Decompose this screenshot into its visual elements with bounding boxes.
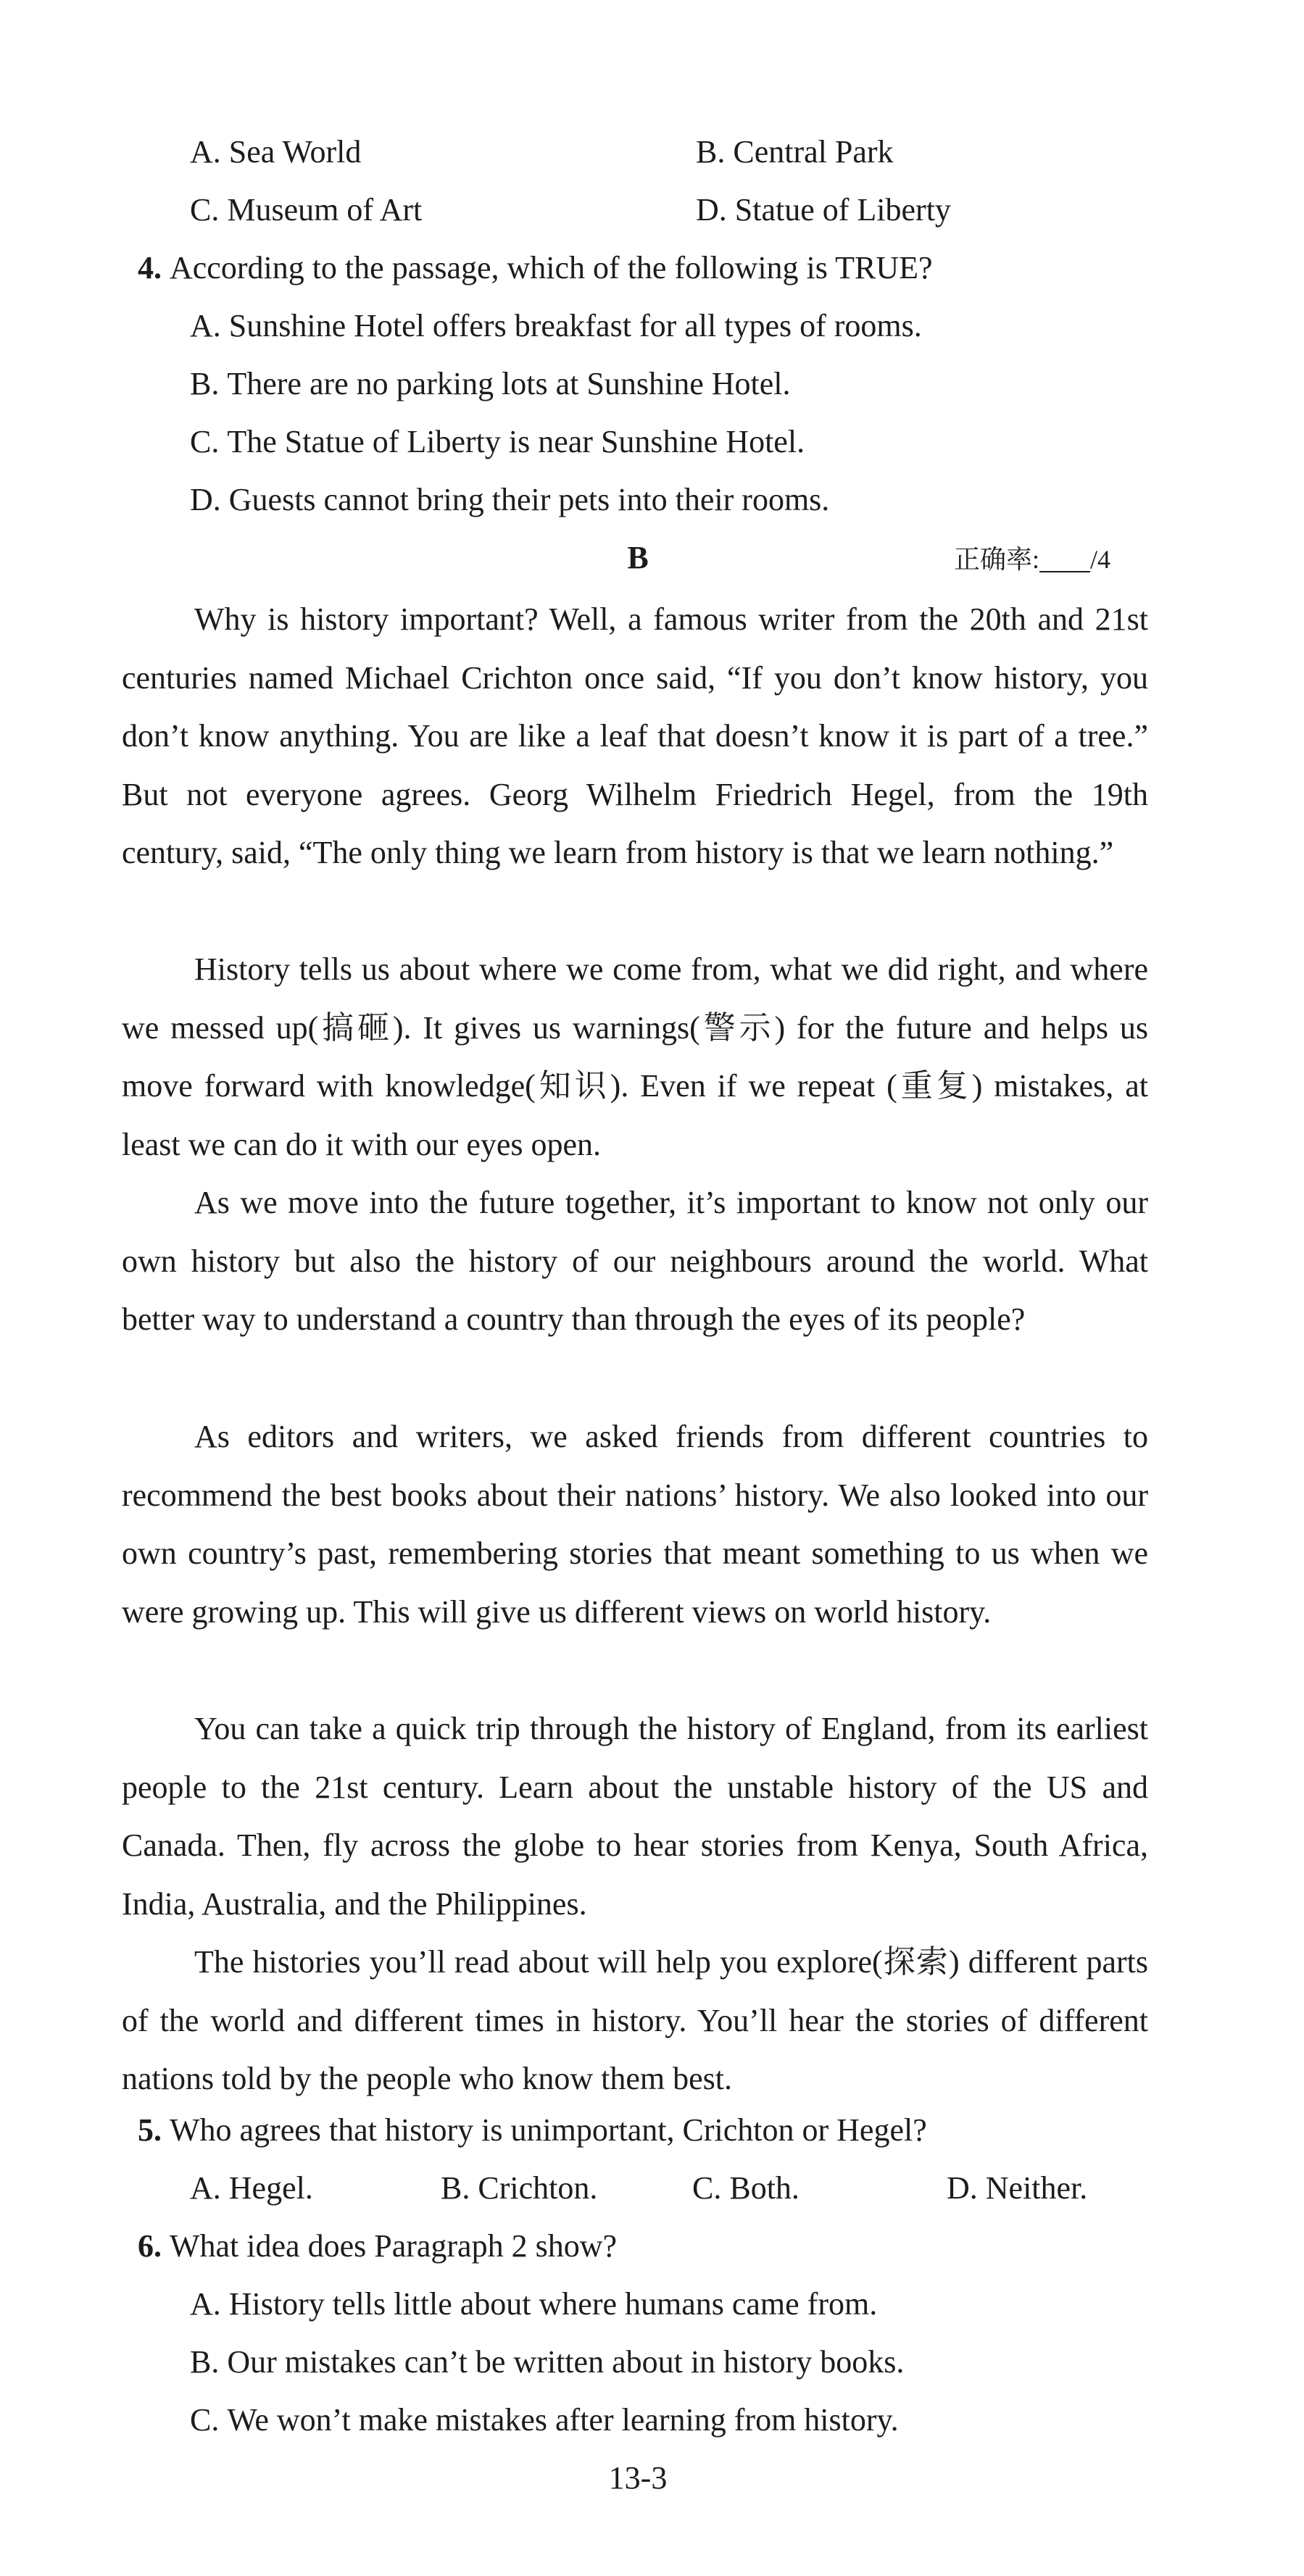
option-text: Statue of Liberty	[734, 192, 951, 228]
q6-option-c	[190, 2398, 899, 2442]
option-letter: B.	[190, 2344, 220, 2380]
option-text: Sunshine Hotel offers breakfast for all types of rooms.	[228, 308, 922, 343]
accuracy-total: /4	[1090, 545, 1111, 574]
option-text: Guests cannot bring their pets into their rooms.	[228, 482, 830, 517]
option-letter: B.	[696, 134, 726, 170]
q3-option-a	[190, 130, 361, 174]
option-text: We won’t make mistakes after learning from history.	[227, 2402, 899, 2438]
option-letter: C.	[190, 2402, 220, 2438]
q5-option-a	[190, 2167, 313, 2210]
q4-option-a	[190, 304, 922, 348]
option-letter: D.	[190, 482, 221, 517]
option-letter: B.	[441, 2170, 470, 2206]
passage-paragraph-3: As we move into the future together, it’s important to know not only our own history but also the history of our neighbours around the world. What better way to understand a country than through the eyes of its people?	[122, 1185, 1148, 1338]
accuracy-field	[954, 538, 1110, 581]
option-letter: B.	[190, 366, 220, 401]
option-text: Both.	[729, 2170, 800, 2206]
accuracy-blank[interactable]	[1039, 545, 1090, 572]
question-number: 6.	[138, 2228, 162, 2264]
option-text: Hegel.	[228, 2170, 313, 2206]
option-letter: C.	[692, 2170, 722, 2206]
passage-paragraph-1: Why is history important? Well, a famous writer from the 20th and 21st centuries named Michael Crichton once said, “If you don’t know history, you don’t know anything. You are like a leaf that doesn’t know it is part of a tree.” But not everyone agrees. Georg Wilhelm Friedrich Hegel, from the 19th century, said, “The only thing we learn from history is that we learn nothing.”	[122, 601, 1148, 871]
section-title: B	[627, 540, 649, 575]
option-text: There are no parking lots at Sunshine Hotel.	[227, 366, 791, 401]
passage-paragraph-2: History tells us about where we come from, what we did right, and where we messed up(搞砸). It gives us warnings(警示) for the future and helps us move forward with knowledge(知识). Even if we repeat (重复) mistakes, at least we can do it with our eyes open.	[122, 951, 1148, 1162]
q4-option-d	[190, 478, 829, 522]
option-text: Crichton.	[478, 2170, 598, 2206]
option-letter: C.	[190, 192, 220, 228]
q6-option-a	[190, 2283, 877, 2326]
option-letter: D.	[696, 192, 727, 228]
option-letter: A.	[190, 308, 221, 343]
option-text: Sea World	[228, 134, 362, 170]
option-letter: A.	[190, 2170, 221, 2206]
option-letter: C.	[190, 424, 220, 459]
question-number: 5.	[138, 2112, 162, 2148]
option-text: Central Park	[733, 134, 894, 170]
q5-option-b	[441, 2167, 597, 2210]
option-letter: D.	[947, 2170, 978, 2206]
q4-option-b	[190, 362, 791, 406]
option-text: Museum of Art	[227, 192, 423, 228]
question-number: 4.	[138, 250, 162, 285]
passage-paragraph-4: As editors and writers, we asked friends from different countries to recommend the best books about their nations’ history. We also looked into our own country’s past, remembering stories that meant something to us when we were growing up. This will give us different views on world history.	[122, 1419, 1148, 1630]
question-text: What idea does Paragraph 2 show?	[170, 2228, 618, 2264]
q4-option-c	[190, 420, 805, 464]
q6-option-b	[190, 2341, 904, 2384]
q5-option-d	[947, 2167, 1087, 2210]
question-text: According to the passage, which of the following is TRUE?	[170, 250, 933, 285]
q5-option-c	[692, 2167, 800, 2210]
q3-option-b	[696, 130, 894, 174]
option-letter: A.	[190, 2286, 221, 2322]
q3-option-c	[190, 188, 422, 232]
passage-paragraph-6: The histories you’ll read about will help you explore(探索) different parts of the world and different times in history. You’ll hear the stories of different nations told by the people who know them best.	[122, 1944, 1148, 2097]
option-letter: A.	[190, 134, 221, 170]
question-4-stem	[138, 246, 933, 290]
question-text: Who agrees that history is unimportant, Crichton or Hegel?	[170, 2112, 927, 2148]
q3-option-d	[696, 188, 951, 232]
option-text: Neither.	[985, 2170, 1088, 2206]
question-5-stem	[138, 2109, 927, 2152]
option-text: History tells little about where humans came from.	[228, 2286, 878, 2322]
accuracy-label: 正确率:	[954, 545, 1040, 574]
option-text: Our mistakes can’t be written about in history books.	[227, 2344, 905, 2380]
page-number: 13-3	[608, 2460, 668, 2496]
option-text: The Statue of Liberty is near Sunshine Hotel.	[227, 424, 805, 459]
question-6-stem	[138, 2225, 617, 2268]
passage-paragraph-5: You can take a quick trip through the history of England, from its earliest people to the 21st century. Learn about the unstable history of the US and Canada. Then, fly across the globe to hear stories from Kenya, South Africa, India, Australia, and the Philippines.	[122, 1711, 1148, 1922]
